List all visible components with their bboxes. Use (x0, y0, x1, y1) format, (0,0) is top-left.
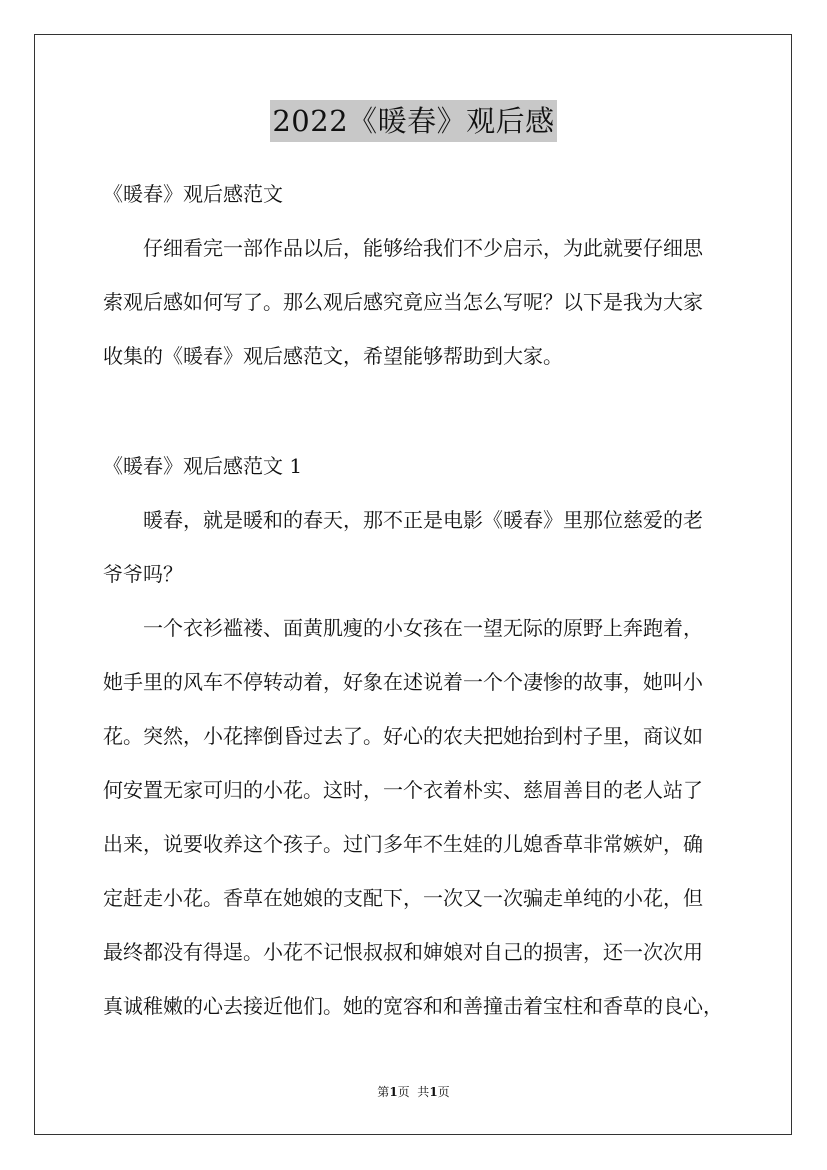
para1-line-2: 爷爷吗？ (103, 562, 183, 586)
para1-line-1: 暖春，就是暖和的春天，那不正是电影《暖春》里那位慈爱的老 (143, 508, 703, 532)
para2-line-1: 一个衣衫褴褛、面黄肌瘦的小女孩在一望无际的原野上奔跑着， (143, 616, 703, 640)
footer-page-mid: 页 共 (397, 1085, 430, 1099)
page-footer (0, 1083, 827, 1101)
intro-line-1: 仔细看完一部作品以后，能够给我们不少启示，为此就要仔细思 (143, 236, 703, 260)
para2-line-6: 定赶走小花。香草在她娘的支配下，一次又一次骗走单纯的小花，但 (103, 886, 703, 910)
para2-line-7: 最终都没有得逞。小花不记恨叔叔和婶娘对自己的损害，还一次次用 (103, 940, 703, 964)
footer-page-suffix: 页 (437, 1085, 450, 1099)
para2-line-4: 何安置无家可归的小花。这时，一个衣着朴实、慈眉善目的老人站了 (103, 778, 703, 802)
intro-line-2: 索观后感如何写了。那么观后感究竟应当怎么写呢？以下是我为大家 (103, 290, 703, 314)
para2-line-8: 真诚稚嫩的心去接近他们。她的宽容和和善撞击着宝柱和香草的良心， (103, 994, 723, 1018)
para2-line-5: 出来，说要收养这个孩子。过门多年不生娃的儿媳香草非常嫉妒，确 (103, 832, 703, 856)
footer-page-current: 1 (389, 1085, 398, 1099)
footer-page-prefix: 第 (377, 1085, 390, 1099)
footer-page-total: 1 (429, 1085, 438, 1099)
section-heading: 《暖春》观后感范文 1 (103, 454, 303, 478)
document-title: 2022《暖春》观后感 (270, 100, 556, 142)
intro-line-3: 收集的《暖春》观后感范文，希望能够帮助到大家。 (103, 344, 563, 368)
para2-line-3: 花。突然，小花摔倒昏过去了。好心的农夫把她抬到村子里，商议如 (103, 724, 703, 748)
document-subtitle: 《暖春》观后感范文 (103, 182, 283, 206)
title-container (0, 100, 827, 142)
para2-line-2: 她手里的风车不停转动着，好象在述说着一个个凄惨的故事，她叫小 (103, 670, 703, 694)
